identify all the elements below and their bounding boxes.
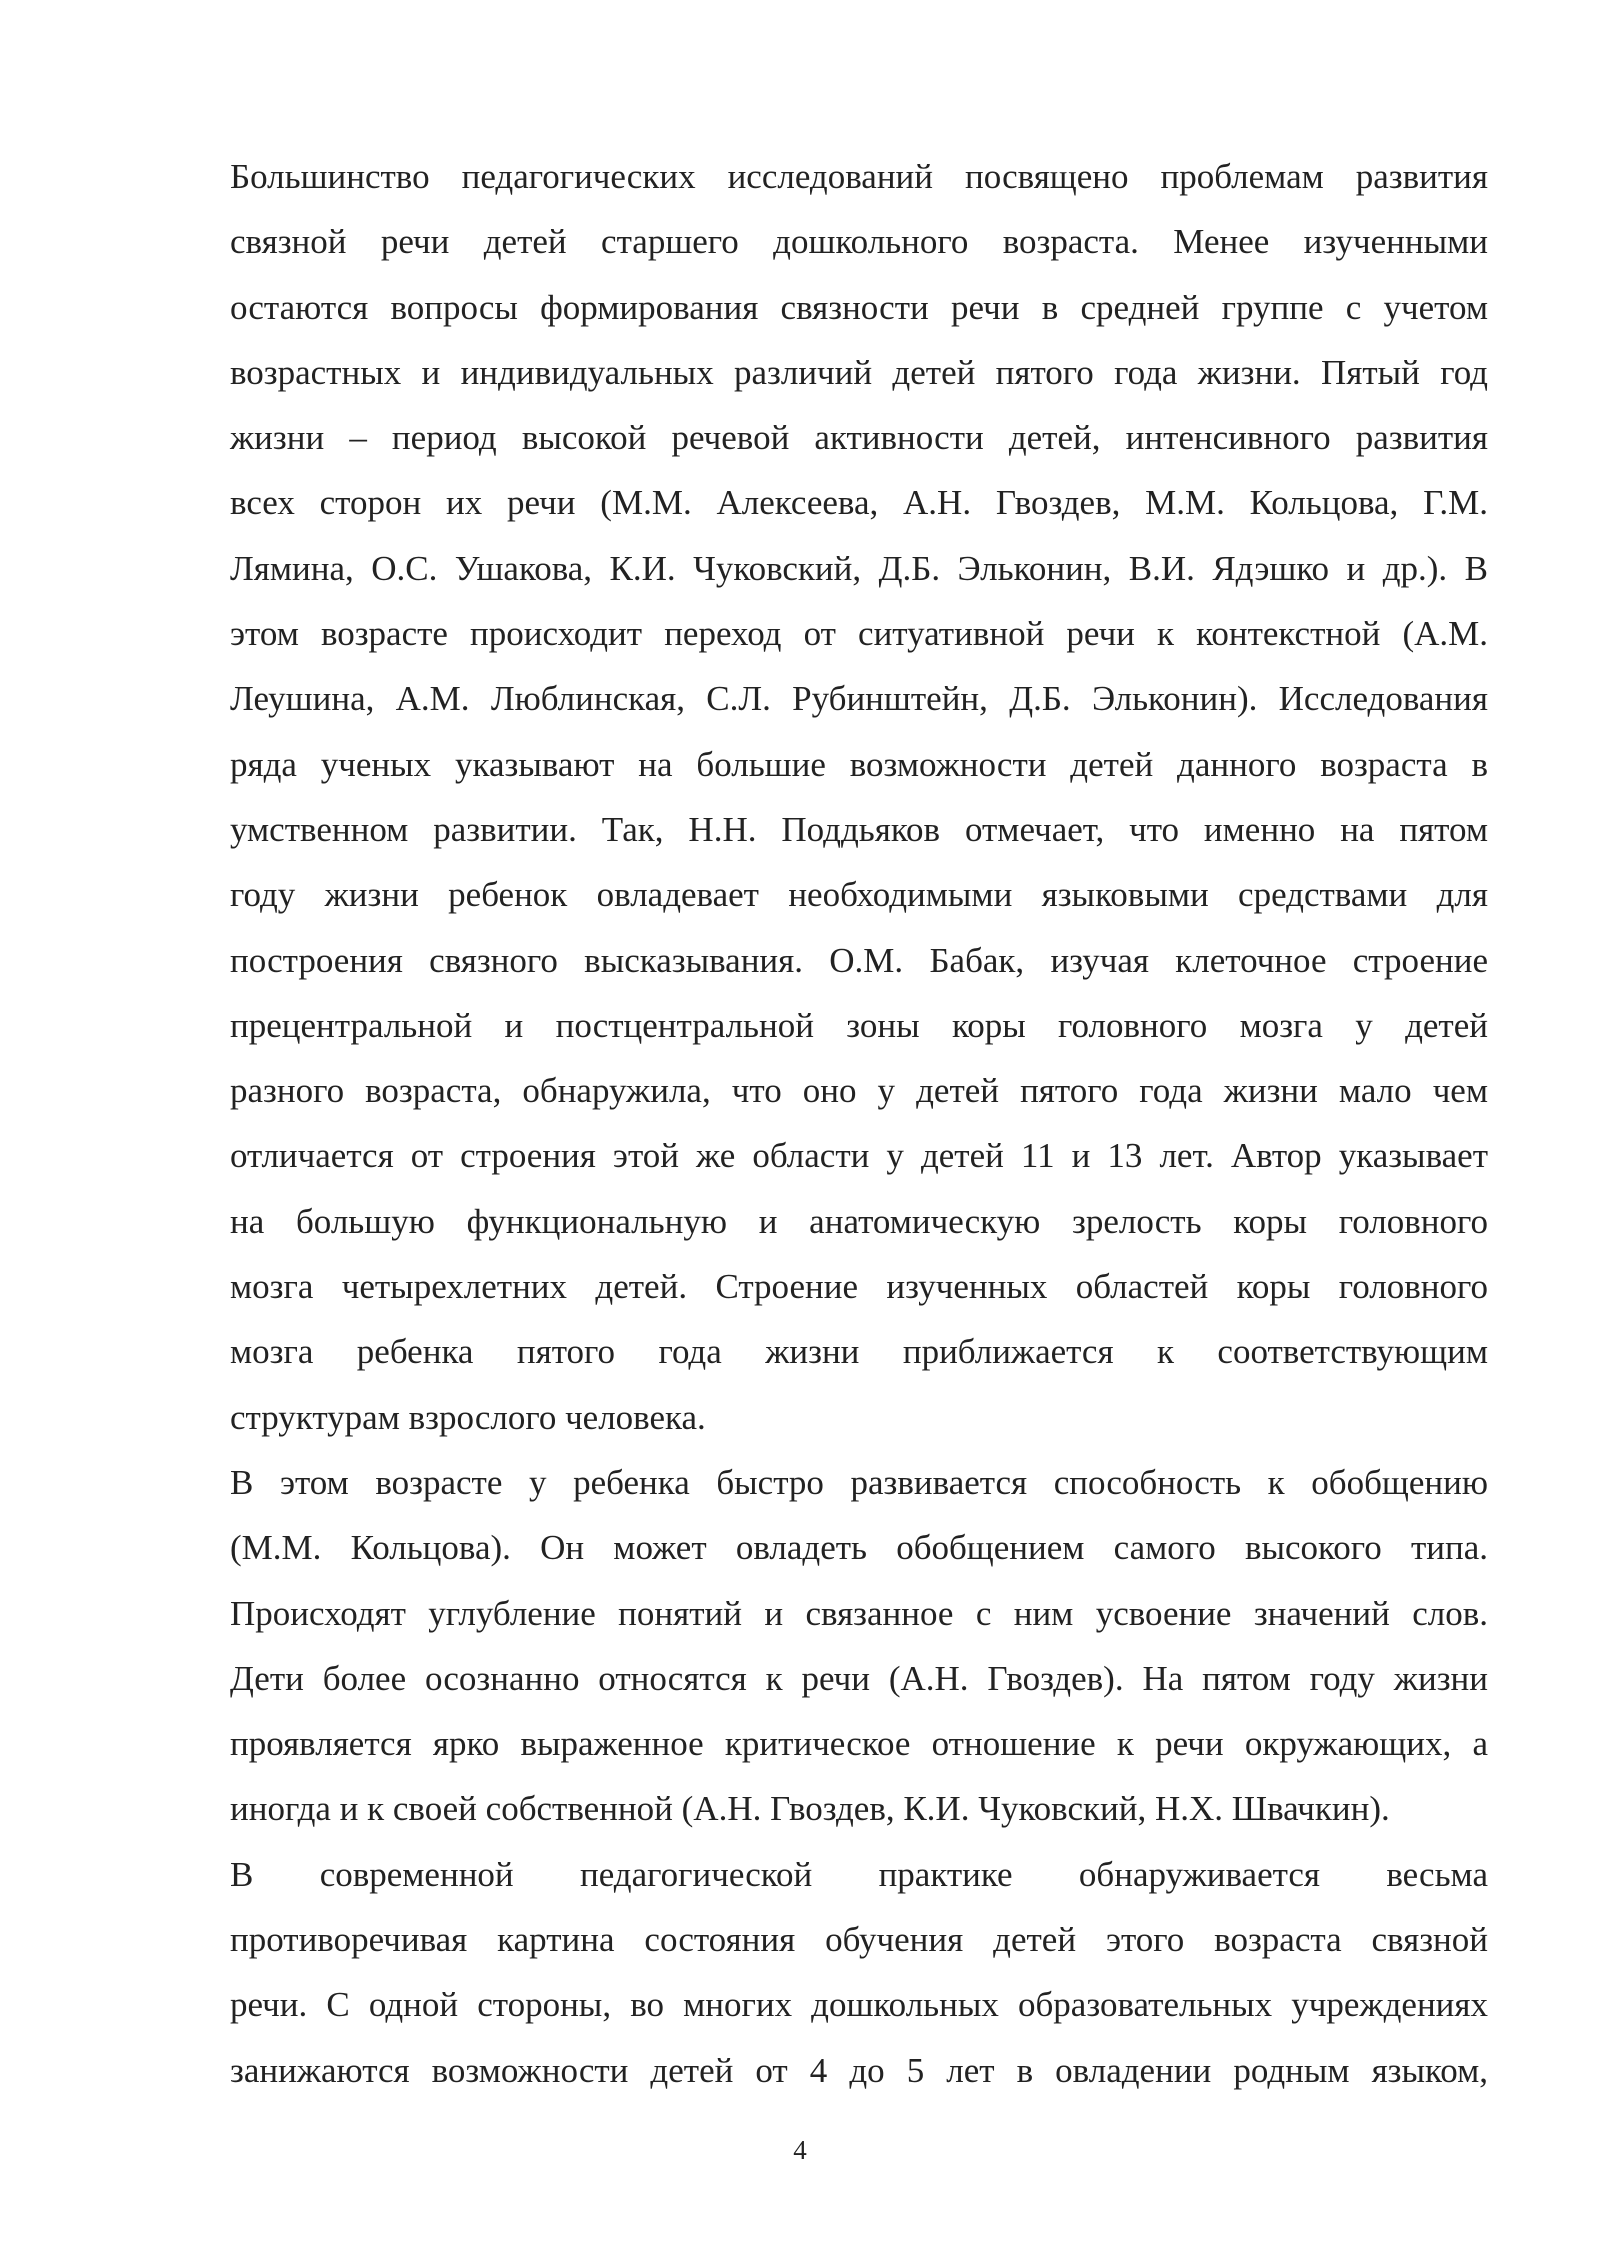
text-line: всех сторон их речи (М.М. Алексеева, А.Н. Гвоздев, М.М. Кольцова, Г.М.	[230, 483, 1488, 523]
text-line: (М.М. Кольцова). Он может овладеть обобщением самого высокого типа.	[230, 1528, 1488, 1568]
text-line: структурам взрослого человека.	[230, 1397, 706, 1437]
text-line: жизни – период высокой речевой активности детей, интенсивного развития	[230, 418, 1488, 458]
text-line: этом возрасте происходит переход от ситуативной речи к контекстной (А.М.	[230, 614, 1488, 654]
text-line: ряда ученых указывают на большие возможности детей данного возраста в	[230, 744, 1488, 784]
text-line: году жизни ребенок овладевает необходимыми языковыми средствами для	[230, 875, 1488, 915]
text-line: речи. С одной стороны, во многих дошкольных образовательных учреждениях	[230, 1985, 1488, 2025]
text-line: В современной педагогической практике обнаруживается весьма	[230, 1854, 1488, 1894]
text-line: Происходят углубление понятий и связанное с ним усвоение значений слов.	[230, 1593, 1488, 1633]
text-line: Большинство педагогических исследований посвящено проблемам развития	[230, 157, 1488, 196]
text-line: возрастных и индивидуальных различий детей пятого года жизни. Пятый год	[230, 352, 1488, 392]
text-line: на большую функциональную и анатомическую зрелость коры головного	[230, 1201, 1488, 1241]
text-line: занижаются возможности детей от 4 до 5 лет в овладении родным языком,	[230, 2050, 1488, 2090]
body-text	[230, 144, 1488, 2103]
text-line: мозга четырехлетних детей. Строение изученных областей коры головного	[230, 1267, 1488, 1307]
text-line: отличается от строения этой же области у детей 11 и 13 лет. Автор указывает	[230, 1136, 1488, 1176]
text-line: мозга ребенка пятого года жизни приближается к соответствующим	[230, 1332, 1488, 1372]
text-line: Леушина, А.М. Люблинская, С.Л. Рубинштейн, Д.Б. Эльконин). Исследования	[230, 679, 1488, 719]
text-line: проявляется ярко выраженное критическое отношение к речи окружающих, а	[230, 1724, 1488, 1764]
text-line: противоречивая картина состояния обучения детей этого возраста связной	[230, 1920, 1488, 1960]
page-number: 4	[793, 2135, 807, 2165]
text-line: прецентральной и постцентральной зоны коры головного мозга у детей	[230, 1005, 1488, 1045]
text-line: связной речи детей старшего дошкольного возраста. Менее изученными	[230, 222, 1488, 262]
text-line: иногда и к своей собственной (А.Н. Гвоздев, К.И. Чуковский, Н.Х. Швачкин).	[230, 1789, 1390, 1829]
text-line: В этом возрасте у ребенка быстро развивается способность к обобщению	[230, 1462, 1488, 1502]
text-line: остаются вопросы формирования связности речи в средней группе с учетом	[230, 287, 1488, 327]
text-line: Дети более осознанно относятся к речи (А.Н. Гвоздев). На пятом году жизни	[230, 1658, 1488, 1698]
text-line: умственном развитии. Так, Н.Н. Поддьяков отмечает, что именно на пятом	[230, 809, 1488, 849]
text-line: разного возраста, обнаружила, что оно у детей пятого года жизни мало чем	[230, 1071, 1488, 1111]
text-line: Лямина, О.С. Ушакова, К.И. Чуковский, Д.Б. Эльконин, В.И. Ядэшко и др.). В	[230, 548, 1488, 588]
text-line: построения связного высказывания. О.М. Бабак, изучая клеточное строение	[230, 940, 1488, 980]
